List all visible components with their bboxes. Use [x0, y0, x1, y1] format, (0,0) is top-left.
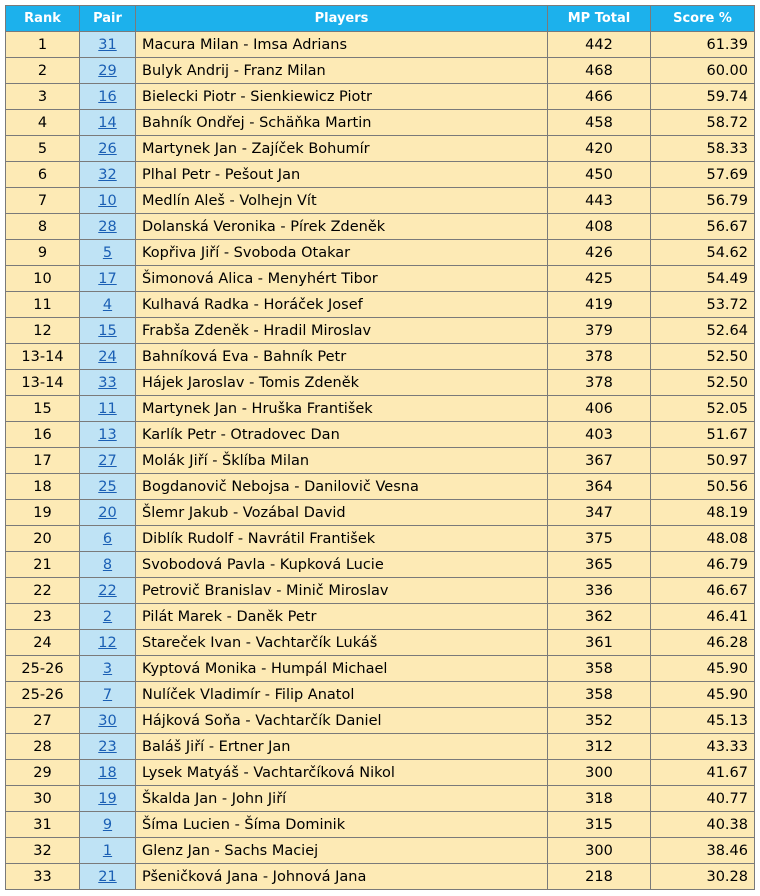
table-row: [6, 734, 755, 760]
players-cell: Martynek Jan - Hruška František: [136, 396, 548, 422]
table-row: [6, 58, 755, 84]
score-cell: 40.77: [651, 786, 755, 812]
score-cell: 57.69: [651, 162, 755, 188]
pair-cell: [80, 214, 136, 240]
pair-link[interactable]: 2: [102, 608, 113, 625]
score-cell: 45.13: [651, 708, 755, 734]
score-cell: 52.05: [651, 396, 755, 422]
table-row: [6, 682, 755, 708]
pair-link[interactable]: 15: [98, 322, 117, 339]
table-row: [6, 864, 755, 890]
pair-link[interactable]: 7: [102, 686, 113, 703]
mp-total-cell: 361: [548, 630, 651, 656]
rank-cell: 21: [6, 552, 80, 578]
mp-total-cell: 468: [548, 58, 651, 84]
players-cell: Šlemr Jakub - Vozábal David: [136, 500, 548, 526]
pair-link[interactable]: 26: [98, 140, 117, 157]
table-row: [6, 448, 755, 474]
players-cell: Bahníková Eva - Bahník Petr: [136, 344, 548, 370]
rank-cell: 2: [6, 58, 80, 84]
pair-cell: [80, 188, 136, 214]
score-cell: 54.49: [651, 266, 755, 292]
table-row: [6, 240, 755, 266]
score-cell: 52.64: [651, 318, 755, 344]
table-row: [6, 292, 755, 318]
players-cell: Svobodová Pavla - Kupková Lucie: [136, 552, 548, 578]
pair-link[interactable]: 24: [98, 348, 117, 365]
rank-cell: 23: [6, 604, 80, 630]
score-cell: 45.90: [651, 656, 755, 682]
mp-total-cell: 375: [548, 526, 651, 552]
players-header: Players: [136, 6, 548, 32]
table-row: [6, 526, 755, 552]
pair-link[interactable]: 23: [98, 738, 117, 755]
score-cell: 53.72: [651, 292, 755, 318]
pair-link[interactable]: 17: [98, 270, 117, 287]
pair-link[interactable]: 6: [102, 530, 113, 547]
pair-cell: [80, 422, 136, 448]
pair-link[interactable]: 5: [102, 244, 113, 261]
players-cell: Šíma Lucien - Šíma Dominik: [136, 812, 548, 838]
rank-cell: 18: [6, 474, 80, 500]
table-row: [6, 760, 755, 786]
pair-cell: [80, 136, 136, 162]
mp-total-cell: 362: [548, 604, 651, 630]
mp-total-cell: 425: [548, 266, 651, 292]
rank-cell: 25-26: [6, 682, 80, 708]
score-cell: 43.33: [651, 734, 755, 760]
pair-link[interactable]: 18: [98, 764, 117, 781]
pair-cell: [80, 448, 136, 474]
players-cell: Karlík Petr - Otradovec Dan: [136, 422, 548, 448]
table-row: [6, 214, 755, 240]
pair-link[interactable]: 33: [98, 374, 117, 391]
pair-link[interactable]: 11: [98, 400, 117, 417]
rank-cell: 9: [6, 240, 80, 266]
table-row: [6, 266, 755, 292]
pair-cell: [80, 58, 136, 84]
pair-link[interactable]: 12: [98, 634, 117, 651]
players-cell: Šimonová Alica - Menyhért Tibor: [136, 266, 548, 292]
table-row: [6, 318, 755, 344]
pair-cell: [80, 760, 136, 786]
pair-cell: [80, 630, 136, 656]
mp-total-cell: 364: [548, 474, 651, 500]
players-cell: Kulhavá Radka - Horáček Josef: [136, 292, 548, 318]
mp-total-cell: 408: [548, 214, 651, 240]
mp-total-cell: 426: [548, 240, 651, 266]
rank-cell: 4: [6, 110, 80, 136]
players-cell: Baláš Jiří - Ertner Jan: [136, 734, 548, 760]
mp-total-cell: 443: [548, 188, 651, 214]
pair-cell: [80, 708, 136, 734]
mp-total-cell: 419: [548, 292, 651, 318]
table-row: [6, 110, 755, 136]
rank-cell: 13-14: [6, 344, 80, 370]
players-cell: Molák Jiří - Šklíba Milan: [136, 448, 548, 474]
results-body: [6, 32, 755, 890]
rank-cell: 25-26: [6, 656, 80, 682]
table-row: [6, 578, 755, 604]
rank-cell: 29: [6, 760, 80, 786]
players-cell: Petrovič Branislav - Minič Miroslav: [136, 578, 548, 604]
mp-total-cell: 458: [548, 110, 651, 136]
score-cell: 40.38: [651, 812, 755, 838]
pair-link[interactable]: 3: [102, 660, 113, 677]
players-cell: Frabša Zdeněk - Hradil Miroslav: [136, 318, 548, 344]
pair-cell: [80, 552, 136, 578]
pair-link[interactable]: 20: [98, 504, 117, 521]
table-row: [6, 812, 755, 838]
score-header: Score %: [651, 6, 755, 32]
table-row: [6, 604, 755, 630]
pair-link[interactable]: 10: [98, 192, 117, 209]
rank-cell: 8: [6, 214, 80, 240]
pair-link[interactable]: 9: [102, 816, 113, 833]
table-row: [6, 500, 755, 526]
pair-cell: [80, 110, 136, 136]
pair-link[interactable]: 1: [102, 842, 113, 859]
table-row: [6, 474, 755, 500]
pair-cell: [80, 266, 136, 292]
mp-total-cell: 378: [548, 370, 651, 396]
score-cell: 46.67: [651, 578, 755, 604]
rank-cell: 5: [6, 136, 80, 162]
table-row: [6, 188, 755, 214]
score-cell: 46.28: [651, 630, 755, 656]
pair-link[interactable]: 32: [98, 166, 117, 183]
pair-link[interactable]: 29: [98, 62, 117, 79]
score-cell: 56.67: [651, 214, 755, 240]
pair-link[interactable]: 22: [98, 582, 117, 599]
rank-cell: 10: [6, 266, 80, 292]
header-row: [6, 6, 755, 32]
pair-cell: [80, 578, 136, 604]
players-cell: Pilát Marek - Daněk Petr: [136, 604, 548, 630]
table-row: [6, 162, 755, 188]
pair-link[interactable]: 31: [98, 36, 117, 53]
pair-cell: [80, 318, 136, 344]
score-cell: 41.67: [651, 760, 755, 786]
players-cell: Bogdanovič Nebojsa - Danilovič Vesna: [136, 474, 548, 500]
rank-cell: 32: [6, 838, 80, 864]
score-cell: 38.46: [651, 838, 755, 864]
score-cell: 60.00: [651, 58, 755, 84]
pair-link[interactable]: 14: [98, 114, 117, 131]
mp-total-cell: 318: [548, 786, 651, 812]
players-cell: Diblík Rudolf - Navrátil František: [136, 526, 548, 552]
rank-cell: 11: [6, 292, 80, 318]
score-cell: 52.50: [651, 370, 755, 396]
players-cell: Škalda Jan - John Jiří: [136, 786, 548, 812]
players-cell: Bielecki Piotr - Sienkiewicz Piotr: [136, 84, 548, 110]
pair-link[interactable]: 8: [102, 556, 113, 573]
mp-total-cell: 379: [548, 318, 651, 344]
rank-cell: 30: [6, 786, 80, 812]
players-cell: Medlín Aleš - Volhejn Vít: [136, 188, 548, 214]
players-cell: Pšeničková Jana - Johnová Jana: [136, 864, 548, 890]
rank-cell: 19: [6, 500, 80, 526]
pair-link[interactable]: 25: [98, 478, 117, 495]
pair-cell: [80, 838, 136, 864]
pair-link[interactable]: 30: [98, 712, 117, 729]
table-row: [6, 630, 755, 656]
score-cell: 48.19: [651, 500, 755, 526]
table-row: [6, 422, 755, 448]
pair-cell: [80, 526, 136, 552]
pair-cell: [80, 370, 136, 396]
players-cell: Plhal Petr - Pešout Jan: [136, 162, 548, 188]
mp-total-cell: 300: [548, 760, 651, 786]
pair-cell: [80, 162, 136, 188]
mp-total-cell: 312: [548, 734, 651, 760]
players-cell: Dolanská Veronika - Pírek Zdeněk: [136, 214, 548, 240]
table-row: [6, 32, 755, 58]
rank-cell: 28: [6, 734, 80, 760]
pair-cell: [80, 474, 136, 500]
pair-cell: [80, 240, 136, 266]
pair-cell: [80, 84, 136, 110]
pair-link[interactable]: 19: [98, 790, 117, 807]
rank-cell: 3: [6, 84, 80, 110]
mp-total-cell: 367: [548, 448, 651, 474]
table-row: [6, 84, 755, 110]
players-cell: Nulíček Vladimír - Filip Anatol: [136, 682, 548, 708]
table-row: [6, 708, 755, 734]
mp-total-cell: 466: [548, 84, 651, 110]
score-cell: 48.08: [651, 526, 755, 552]
pair-cell: [80, 344, 136, 370]
score-cell: 54.62: [651, 240, 755, 266]
score-cell: 50.56: [651, 474, 755, 500]
table-row: [6, 656, 755, 682]
table-row: [6, 396, 755, 422]
table-row: [6, 838, 755, 864]
score-cell: 46.79: [651, 552, 755, 578]
score-cell: 61.39: [651, 32, 755, 58]
players-cell: Hájková Soňa - Vachtarčík Daniel: [136, 708, 548, 734]
mp-total-cell: 442: [548, 32, 651, 58]
rank-cell: 1: [6, 32, 80, 58]
mp-total-cell: 378: [548, 344, 651, 370]
results-table: [5, 5, 755, 890]
players-cell: Lysek Matyáš - Vachtarčíková Nikol: [136, 760, 548, 786]
rank-cell: 27: [6, 708, 80, 734]
score-cell: 51.67: [651, 422, 755, 448]
score-cell: 46.41: [651, 604, 755, 630]
mp-total-cell: 365: [548, 552, 651, 578]
mp-total-cell: 358: [548, 656, 651, 682]
pair-cell: [80, 292, 136, 318]
score-cell: 30.28: [651, 864, 755, 890]
rank-cell: 7: [6, 188, 80, 214]
players-cell: Kopřiva Jiří - Svoboda Otakar: [136, 240, 548, 266]
rank-cell: 22: [6, 578, 80, 604]
score-cell: 45.90: [651, 682, 755, 708]
mp-total-cell: 336: [548, 578, 651, 604]
mp-total-cell: 300: [548, 838, 651, 864]
players-cell: Martynek Jan - Zajíček Bohumír: [136, 136, 548, 162]
mp-total-cell: 352: [548, 708, 651, 734]
rank-cell: 20: [6, 526, 80, 552]
mp-total-cell: 403: [548, 422, 651, 448]
score-cell: 50.97: [651, 448, 755, 474]
players-cell: Hájek Jaroslav - Tomis Zdeněk: [136, 370, 548, 396]
rank-cell: 17: [6, 448, 80, 474]
table-row: [6, 552, 755, 578]
rank-cell: 15: [6, 396, 80, 422]
pair-cell: [80, 812, 136, 838]
score-cell: 58.33: [651, 136, 755, 162]
players-cell: Bahník Ondřej - Schäňka Martin: [136, 110, 548, 136]
rank-cell: 16: [6, 422, 80, 448]
rank-cell: 33: [6, 864, 80, 890]
players-cell: Macura Milan - Imsa Adrians: [136, 32, 548, 58]
pair-cell: [80, 864, 136, 890]
players-cell: Stareček Ivan - Vachtarčík Lukáš: [136, 630, 548, 656]
score-cell: 58.72: [651, 110, 755, 136]
mp-total-cell: 218: [548, 864, 651, 890]
pair-cell: [80, 734, 136, 760]
players-cell: Bulyk Andrij - Franz Milan: [136, 58, 548, 84]
rank-cell: 12: [6, 318, 80, 344]
rank-cell: 13-14: [6, 370, 80, 396]
rank-cell: 24: [6, 630, 80, 656]
mp-total-cell: 347: [548, 500, 651, 526]
table-row: [6, 136, 755, 162]
rank-cell: 6: [6, 162, 80, 188]
pair-cell: [80, 500, 136, 526]
pair-cell: [80, 656, 136, 682]
pair-link[interactable]: 16: [98, 88, 117, 105]
mp-total-header: MP Total: [548, 6, 651, 32]
pair-cell: [80, 32, 136, 58]
pair-link[interactable]: 27: [98, 452, 117, 469]
pair-header: Pair: [80, 6, 136, 32]
pair-cell: [80, 682, 136, 708]
mp-total-cell: 420: [548, 136, 651, 162]
players-cell: Glenz Jan - Sachs Maciej: [136, 838, 548, 864]
pair-link[interactable]: 21: [98, 868, 117, 885]
table-row: [6, 786, 755, 812]
table-row: [6, 370, 755, 396]
mp-total-cell: 406: [548, 396, 651, 422]
mp-total-cell: 450: [548, 162, 651, 188]
pair-link[interactable]: 13: [98, 426, 117, 443]
pair-link[interactable]: 28: [98, 218, 117, 235]
pair-link[interactable]: 4: [102, 296, 113, 313]
pair-cell: [80, 786, 136, 812]
score-cell: 59.74: [651, 84, 755, 110]
players-cell: Kyptová Monika - Humpál Michael: [136, 656, 548, 682]
rank-header: Rank: [6, 6, 80, 32]
mp-total-cell: 315: [548, 812, 651, 838]
pair-cell: [80, 396, 136, 422]
rank-cell: 31: [6, 812, 80, 838]
table-row: [6, 344, 755, 370]
mp-total-cell: 358: [548, 682, 651, 708]
pair-cell: [80, 604, 136, 630]
score-cell: 52.50: [651, 344, 755, 370]
score-cell: 56.79: [651, 188, 755, 214]
